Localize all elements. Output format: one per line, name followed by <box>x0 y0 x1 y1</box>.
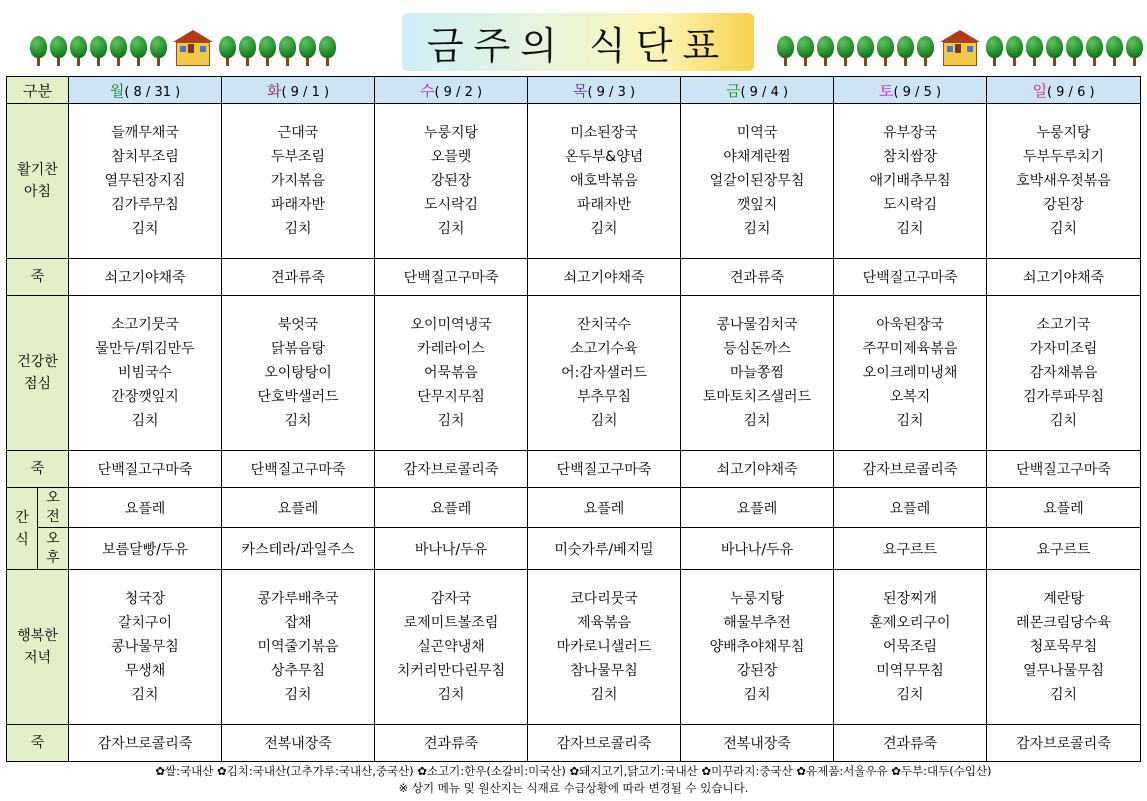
menu-item: 강된장 <box>1043 197 1084 213</box>
tree-icon <box>30 36 47 66</box>
menu-item: 등심돈까스 <box>723 341 791 357</box>
menu-cell <box>69 104 222 259</box>
porridge-row <box>7 451 1141 488</box>
porridge-cell: 쇠고기야채죽 <box>681 451 834 488</box>
row-label-text: 죽 <box>30 269 45 285</box>
menu-cell <box>834 104 987 259</box>
snack-am-cell: 요플레 <box>987 488 1141 528</box>
house-icon <box>173 30 213 66</box>
sublabel-line: 전 <box>46 508 60 525</box>
tree-icon <box>279 36 296 66</box>
menu-item: 단무지무침 <box>417 389 485 405</box>
snack-pm-cell: 보름달빵/두유 <box>69 528 222 570</box>
menu-item: 김치 <box>437 221 465 237</box>
footer <box>0 763 1147 797</box>
porridge-cell: 감자브로콜리죽 <box>834 451 987 488</box>
day-date: ( 9 / 2 ) <box>434 84 483 100</box>
day-name: 일 <box>1032 81 1047 100</box>
menu-item: 애호박볶음 <box>570 173 638 189</box>
porridge-cell: 견과류죽 <box>375 725 528 762</box>
tree-icon <box>319 36 336 66</box>
menu-item: 깻잎지 <box>736 197 778 213</box>
day-date: ( 9 / 1 ) <box>281 84 330 100</box>
row-label-porridge2 <box>7 451 69 488</box>
menu-item: 김치 <box>1049 413 1078 429</box>
menu-item: 누룽지탕 <box>1036 125 1091 141</box>
menu-item: 누룽지탕 <box>423 125 479 141</box>
porridge-cell: 견과류죽 <box>681 259 834 296</box>
day-header <box>528 77 681 104</box>
menu-item: 김치 <box>437 413 465 429</box>
day-header <box>69 77 222 104</box>
menu-item: 부추무침 <box>576 389 632 405</box>
menu-cell <box>222 570 375 725</box>
tree-decoration-right <box>777 30 1143 66</box>
snack-am-cell: 요플레 <box>834 488 987 528</box>
snack-pm-cell: 요구르트 <box>834 528 987 570</box>
menu-item: 잔치국수 <box>576 317 632 333</box>
snack-am-cell: 요플레 <box>222 488 375 528</box>
porridge-row <box>7 259 1141 296</box>
menu-item: 김치 <box>284 413 312 429</box>
day-header <box>222 77 375 104</box>
menu-cell <box>222 296 375 451</box>
menu-cell <box>987 104 1141 259</box>
menu-item: 감자채볶음 <box>1029 365 1098 381</box>
house-icon <box>940 30 980 66</box>
menu-item: 김치 <box>284 221 312 237</box>
menu-item: 참치무조림 <box>111 149 179 165</box>
sublabel-line: 오 <box>46 489 60 506</box>
menu-item: 카레라이스 <box>417 341 485 357</box>
menu-item: 도시락김 <box>882 197 938 213</box>
snack-pm-cell: 요구르트 <box>987 528 1141 570</box>
menu-cell <box>681 296 834 451</box>
tree-icon <box>1046 36 1063 66</box>
menu-cell <box>375 104 528 259</box>
row-label-line: 간 <box>15 509 29 526</box>
menu-item: 얼갈이된장무침 <box>709 173 805 189</box>
tree-icon <box>50 36 67 66</box>
menu-item: 김치 <box>437 687 465 703</box>
tree-icon <box>1106 36 1123 66</box>
menu-item: 마카로니샐러드 <box>556 639 652 655</box>
menu-item: 누룽지탕 <box>729 591 785 607</box>
menu-item: 닭볶음탕 <box>270 341 326 357</box>
menu-item: 파래자반 <box>576 197 632 213</box>
menu-cell <box>834 296 987 451</box>
porridge-cell: 단백질고구마죽 <box>222 451 375 488</box>
menu-item: 도시락김 <box>423 197 479 213</box>
menu-item: 가지볶음 <box>270 173 326 189</box>
menu-item: 열무나물무침 <box>1022 663 1105 679</box>
meal-row-lunch <box>7 296 1141 451</box>
row-label-dinner <box>7 570 69 725</box>
porridge-cell: 쇠고기야채죽 <box>528 259 681 296</box>
menu-item: 소고기국 <box>1036 317 1091 333</box>
day-name: 수 <box>419 81 435 100</box>
porridge-cell: 감자브로콜리죽 <box>987 725 1141 762</box>
category-header: 구분 <box>7 77 69 104</box>
snack-am-cell: 요플레 <box>69 488 222 528</box>
tree-icon <box>299 36 316 66</box>
menu-item: 김치 <box>590 221 618 237</box>
tree-icon <box>1006 36 1023 66</box>
menu-cell <box>681 570 834 725</box>
menu-item: 호박새우젓볶음 <box>1016 173 1111 189</box>
menu-item: 소고기수육 <box>570 341 638 357</box>
meal-plan-table <box>6 76 1141 762</box>
menu-item: 단호박샐러드 <box>257 389 339 405</box>
snack-am-cell: 요플레 <box>681 488 834 528</box>
tree-icon <box>1126 36 1143 66</box>
porridge-cell: 쇠고기야채죽 <box>69 259 222 296</box>
row-label-line: 식 <box>15 531 29 548</box>
menu-item: 토마토치즈샐러드 <box>702 389 812 405</box>
tree-icon <box>897 36 914 66</box>
menu-cell <box>528 570 681 725</box>
menu-item: 참나물무침 <box>570 663 638 679</box>
menu-item: 애기배추무침 <box>869 173 951 189</box>
row-label-line: 아침 <box>23 184 52 200</box>
snack-pm-label <box>38 528 69 570</box>
menu-item: 콩가루배추국 <box>257 591 339 607</box>
row-label-text: 죽 <box>30 461 45 477</box>
row-label-snack <box>7 488 38 570</box>
tree-icon <box>130 36 147 66</box>
meal-row-breakfast <box>7 104 1141 259</box>
menu-item: 감자국 <box>430 591 472 607</box>
menu-item: 청포묵무침 <box>1029 639 1098 655</box>
day-name: 월 <box>109 81 125 100</box>
menu-item: 갈치구이 <box>117 615 173 631</box>
menu-item: 로제미트볼조림 <box>403 615 499 631</box>
menu-item: 김치 <box>896 413 924 429</box>
snack-pm-cell: 미숫가루/베지밀 <box>528 528 681 570</box>
sublabel-line: 오 <box>46 530 60 547</box>
tree-icon <box>917 36 934 66</box>
meal-row-dinner <box>7 570 1141 725</box>
menu-item: 아욱된장국 <box>876 317 944 333</box>
menu-item: 훈제오리구이 <box>869 615 951 631</box>
title-banner <box>402 13 754 71</box>
menu-item: 두부두루치기 <box>1022 149 1105 165</box>
menu-item: 김치 <box>590 687 618 703</box>
porridge-cell: 단백질고구마죽 <box>69 451 222 488</box>
day-name: 토 <box>878 81 894 100</box>
tree-icon <box>259 36 276 66</box>
snack-pm-cell: 바나나/두유 <box>681 528 834 570</box>
menu-item: 김가루파무침 <box>1022 389 1105 405</box>
menu-item: 가자미조림 <box>1029 341 1098 357</box>
day-date: ( 8 / 31 ) <box>124 84 181 100</box>
menu-cell <box>834 570 987 725</box>
menu-item: 오복지 <box>889 389 931 405</box>
day-name: 금 <box>725 81 741 100</box>
menu-item: 미역줄기볶음 <box>257 639 339 655</box>
menu-cell <box>528 104 681 259</box>
menu-item: 콩나물김치국 <box>716 317 798 333</box>
menu-cell <box>222 104 375 259</box>
tree-icon <box>797 36 814 66</box>
page-title: 금주의 식단표 <box>426 23 730 68</box>
tree-icon <box>239 36 256 66</box>
menu-item: 두부조림 <box>270 149 326 165</box>
tree-decoration-left <box>30 30 336 66</box>
menu-item: 코다리뭇국 <box>570 591 638 607</box>
menu-item: 계란탕 <box>1043 591 1084 607</box>
day-header <box>834 77 987 104</box>
menu-item: 잡채 <box>284 615 312 631</box>
tree-icon <box>1026 36 1043 66</box>
day-name: 화 <box>266 81 282 100</box>
menu-item: 김치 <box>896 687 924 703</box>
menu-item: 콩나물무침 <box>111 639 179 655</box>
menu-item: 강된장 <box>430 173 472 189</box>
header <box>0 0 1147 76</box>
menu-item: 참치쌈장 <box>882 149 938 165</box>
row-label-text: 죽 <box>30 735 45 751</box>
menu-item: 김치 <box>743 687 771 703</box>
day-header <box>681 77 834 104</box>
menu-cell <box>987 570 1141 725</box>
day-date: ( 9 / 3 ) <box>587 84 636 100</box>
day-name: 목 <box>572 81 588 100</box>
snack-pm-cell: 바나나/두유 <box>375 528 528 570</box>
menu-item: 소고기뭇국 <box>111 317 179 333</box>
porridge-cell: 단백질고구마죽 <box>375 259 528 296</box>
menu-cell <box>375 570 528 725</box>
menu-item: 주꾸미제육볶음 <box>862 341 958 357</box>
menu-item: 근대국 <box>277 125 319 141</box>
menu-item: 오이크레미냉채 <box>862 365 958 381</box>
menu-item: 강된장 <box>736 663 778 679</box>
row-label-line: 건강한 <box>17 354 58 370</box>
tree-icon <box>219 36 236 66</box>
porridge-cell: 쇠고기야채죽 <box>987 259 1141 296</box>
menu-item: 레몬크림당수육 <box>1016 615 1111 631</box>
sublabel-line: 후 <box>46 549 60 566</box>
porridge-cell: 전복내장죽 <box>681 725 834 762</box>
menu-item: 어묵조림 <box>882 639 938 655</box>
day-header <box>375 77 528 104</box>
tree-icon <box>986 36 1003 66</box>
menu-item: 비빔국수 <box>117 365 173 381</box>
menu-item: 양배추야채무침 <box>709 639 805 655</box>
menu-item: 김치 <box>284 687 312 703</box>
menu-item: 김치 <box>131 687 159 703</box>
menu-item: 미역국 <box>736 125 778 141</box>
menu-item: 김치 <box>743 221 771 237</box>
menu-item: 김치 <box>1049 221 1078 237</box>
tree-icon <box>70 36 87 66</box>
row-label-line: 점심 <box>23 376 52 392</box>
tree-icon <box>150 36 167 66</box>
menu-item: 유부장국 <box>882 125 938 141</box>
porridge-cell: 전복내장죽 <box>222 725 375 762</box>
menu-item: 마늘쫑찜 <box>729 365 785 381</box>
menu-cell <box>987 296 1141 451</box>
row-label-porridge3 <box>7 725 69 762</box>
tree-icon <box>817 36 834 66</box>
porridge-cell: 단백질고구마죽 <box>987 451 1141 488</box>
porridge-cell: 단백질고구마죽 <box>834 259 987 296</box>
row-label-line: 활기찬 <box>17 162 58 178</box>
snack-pm-cell: 카스테라/과일주스 <box>222 528 375 570</box>
porridge-row <box>7 725 1141 762</box>
snack-row-am <box>7 488 1141 528</box>
porridge-cell: 견과류죽 <box>222 259 375 296</box>
menu-item: 김치 <box>1049 687 1078 703</box>
menu-item: 어묵볶음 <box>423 365 479 381</box>
row-label-line: 행복한 <box>17 628 58 644</box>
menu-item: 물만두/튀김만두 <box>95 341 195 357</box>
porridge-cell: 감자브로콜리죽 <box>375 451 528 488</box>
menu-item: 북엇국 <box>277 317 319 333</box>
day-date: ( 9 / 4 ) <box>740 84 789 100</box>
menu-item: 김치 <box>896 221 924 237</box>
tree-icon <box>110 36 127 66</box>
porridge-cell: 견과류죽 <box>834 725 987 762</box>
row-label-lunch <box>7 296 69 451</box>
snack-am-label <box>38 488 69 528</box>
menu-item: 오이미역냉국 <box>410 317 492 333</box>
menu-item: 된장찌개 <box>882 591 938 607</box>
tree-icon <box>837 36 854 66</box>
row-label-porridge1 <box>7 259 69 296</box>
porridge-cell: 감자브로콜리죽 <box>528 725 681 762</box>
menu-cell <box>528 296 681 451</box>
snack-am-cell: 요플레 <box>375 488 528 528</box>
menu-cell <box>681 104 834 259</box>
tree-icon <box>777 36 794 66</box>
day-header <box>987 77 1141 104</box>
menu-item: 제육볶음 <box>576 615 632 631</box>
day-date: ( 9 / 5 ) <box>893 84 942 100</box>
change-notice: ※ 상기 메뉴 및 원산지는 식재료 수급상황에 따라 변경될 수 있습니다. <box>398 781 749 795</box>
row-label-line: 저녁 <box>23 650 52 666</box>
menu-item: 해물부추전 <box>723 615 791 631</box>
menu-item: 야채계란찜 <box>723 149 791 165</box>
tree-icon <box>1066 36 1083 66</box>
menu-item: 김치 <box>590 413 618 429</box>
menu-item: 간장깻잎지 <box>111 389 179 405</box>
tree-icon <box>1086 36 1103 66</box>
snack-row-pm <box>7 528 1141 570</box>
porridge-cell: 감자브로콜리죽 <box>69 725 222 762</box>
menu-item: 실곤약냉채 <box>417 639 485 655</box>
tree-icon <box>877 36 894 66</box>
menu-item: 오이탕탕이 <box>264 365 332 381</box>
porridge-cell: 단백질고구마죽 <box>528 451 681 488</box>
menu-item: 오믈렛 <box>430 149 472 165</box>
menu-item: 무생채 <box>124 663 166 679</box>
menu-item: 김치 <box>131 413 159 429</box>
menu-item: 김치 <box>131 221 159 237</box>
menu-item: 청국장 <box>124 591 166 607</box>
menu-cell <box>69 570 222 725</box>
menu-item: 김가루무침 <box>111 197 179 213</box>
menu-item: 어:감자샐러드 <box>561 365 647 381</box>
menu-item: 파래자반 <box>270 197 326 213</box>
menu-item: 열무된장지짐 <box>104 173 186 189</box>
header-row <box>7 77 1141 104</box>
origin-note: ✿쌀:국내산 ✿김치:국내산(고추가루:국내산,중국산) ✿소고기:한우(소갈비:미국산) ✿돼지고기,닭고기:국내산 ✿미꾸라지:중국산 ✿유제품:서울우유 ✿두부:대두(수입산) <box>155 764 992 778</box>
menu-item: 상추무침 <box>270 663 326 679</box>
row-label-breakfast <box>7 104 69 259</box>
tree-icon <box>857 36 874 66</box>
menu-item: 김치 <box>743 413 771 429</box>
snack-am-cell: 요플레 <box>528 488 681 528</box>
menu-cell <box>375 296 528 451</box>
menu-item: 들깨무채국 <box>111 125 179 141</box>
menu-item: 치커리만다린무침 <box>396 663 506 679</box>
menu-cell <box>69 296 222 451</box>
menu-item: 미소된장국 <box>570 125 638 141</box>
menu-item: 온두부&양념 <box>564 149 644 165</box>
tree-icon <box>90 36 107 66</box>
day-date: ( 9 / 6 ) <box>1046 84 1095 100</box>
menu-item: 미역무무침 <box>876 663 944 679</box>
